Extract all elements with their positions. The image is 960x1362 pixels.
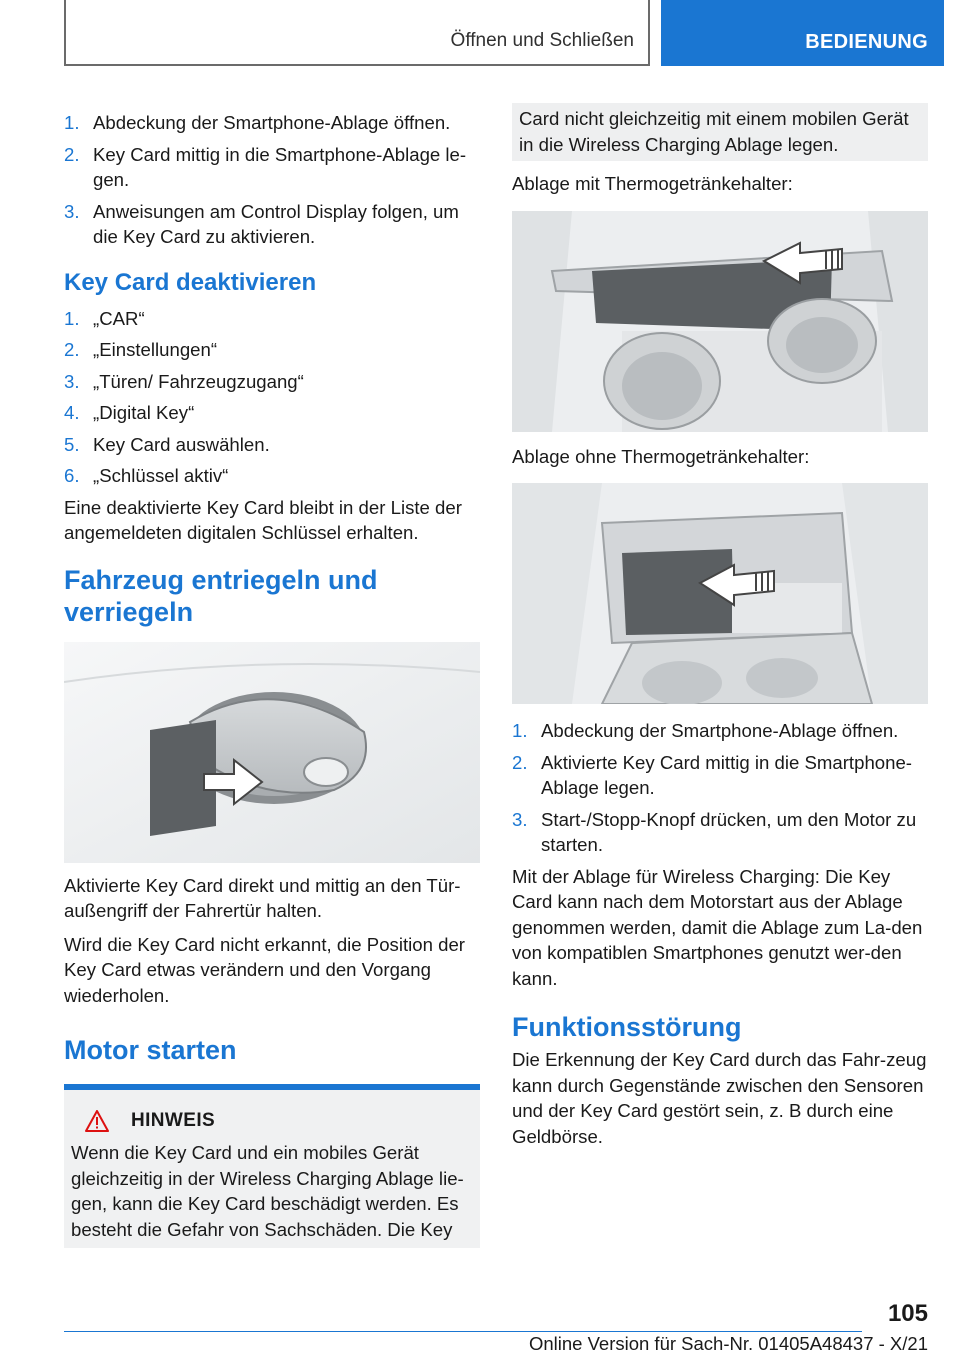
- chapter-title: Öffnen und Schließen: [450, 30, 634, 51]
- footer-divider: [64, 1331, 862, 1332]
- tray-with-cupholder-drawing: [512, 211, 928, 432]
- warning-triangle-icon: [85, 1110, 109, 1132]
- header-chapter-box: [64, 0, 650, 66]
- list-item: 1. Abdeckung der Smartphone-Ablage öffnen.: [512, 720, 899, 741]
- warning-title: HINWEIS: [131, 1110, 216, 1131]
- fault-heading: Funktionsstörung: [512, 1012, 742, 1042]
- deactivate-steps-list: [64, 306, 480, 489]
- list-item: 3. Start-/Stopp-Knopf drücken, um den Motor zu starten.: [512, 808, 917, 855]
- list-item: 2. Aktivierte Key Card mittig in die Smartphone-Ablage legen.: [512, 751, 912, 798]
- door-handle-illustration: [64, 642, 480, 863]
- warning-text: Wenn die Key Card und ein mobiles Gerät gleichzeitig in der Wireless Charging Ablage lie-gen, kann die Key Card beschädigt werden. Es besteht die Gefahr von Sachschäden. Die Key: [71, 1142, 464, 1240]
- list-item: 2. „Einstellungen“: [64, 339, 218, 360]
- left-column: [64, 110, 480, 1248]
- page-number: 105: [887, 1300, 928, 1327]
- list-item: 1. „CAR“: [64, 307, 145, 329]
- pairing-steps-list: [64, 110, 480, 250]
- warning-continuation: [512, 103, 928, 161]
- caption-with-cupholder: Ablage mit Thermogetränkehalter:: [512, 173, 793, 194]
- unlock-instruction: Aktivierte Key Card direkt und mittig an den Tür-außengriff der Fahrertür halten.: [64, 874, 461, 921]
- tray-with-cupholder-illustration: [512, 211, 928, 432]
- list-item: 3. Anweisungen am Control Display folgen, um die Key Card zu aktivieren.: [64, 200, 459, 247]
- list-item: 2. Key Card mittig in die Smartphone-Ablage le-gen.: [64, 143, 467, 190]
- door-handle-drawing: [64, 642, 480, 863]
- list-item: 3. „Türen/ Fahrzeugzugang“: [64, 370, 304, 392]
- tray-without-cupholder-illustration: [512, 483, 928, 704]
- warning-continuation-text: Card nicht gleichzeitig mit einem mobilen Gerät in die Wireless Charging Ablage legen.: [519, 108, 909, 155]
- start-steps-list: [512, 718, 928, 858]
- motor-heading: Motor starten: [64, 1035, 237, 1065]
- footer-online-version[interactable]: Online Version für Sach-Nr. 01405A48437 - X/21: [528, 1333, 928, 1354]
- list-item: 6. „Schlüssel aktiv“: [64, 465, 229, 486]
- section-title: BEDIENUNG: [805, 31, 928, 53]
- wireless-charging-note: Mit der Ablage für Wireless Charging: Die Key Card kann nach dem Motorstart aus der Ablage genommen werden, damit die Ablage zum La-den von kompatiblen Smartphones genutzt wer-den kann.: [512, 865, 923, 989]
- caption-without-cupholder: Ablage ohne Thermogetränkehalter:: [512, 445, 810, 467]
- list-item: 5. Key Card auswählen.: [64, 433, 270, 455]
- deactivate-heading: Key Card deaktivieren: [64, 268, 317, 296]
- tray-without-cupholder-drawing: [512, 483, 928, 704]
- unlock-retry-note: Wird die Key Card nicht erkannt, die Position der Key Card etwas verändern und den Vorgang wiederholen.: [64, 933, 465, 1006]
- list-item: 1. Abdeckung der Smartphone-Ablage öffnen.: [64, 112, 451, 133]
- warning-box: [64, 1084, 480, 1248]
- right-column: [512, 103, 928, 1157]
- header-section-tab[interactable]: [661, 0, 944, 66]
- warning-header: [85, 1110, 474, 1132]
- list-item: 4. „Digital Key“: [64, 402, 195, 423]
- fault-text: Die Erkennung der Key Card durch das Fahr-zeug kann durch Gegenstände zwischen den Sensoren und der Key Card gestört sein, z. B durch eine Geldbörse.: [512, 1049, 927, 1147]
- deactivate-note: Eine deaktivierte Key Card bleibt in der Liste der angemeldeten digitalen Schlüssel erhalten.: [64, 496, 462, 543]
- unlock-heading: Fahrzeug entriegeln und verriegeln: [64, 564, 378, 627]
